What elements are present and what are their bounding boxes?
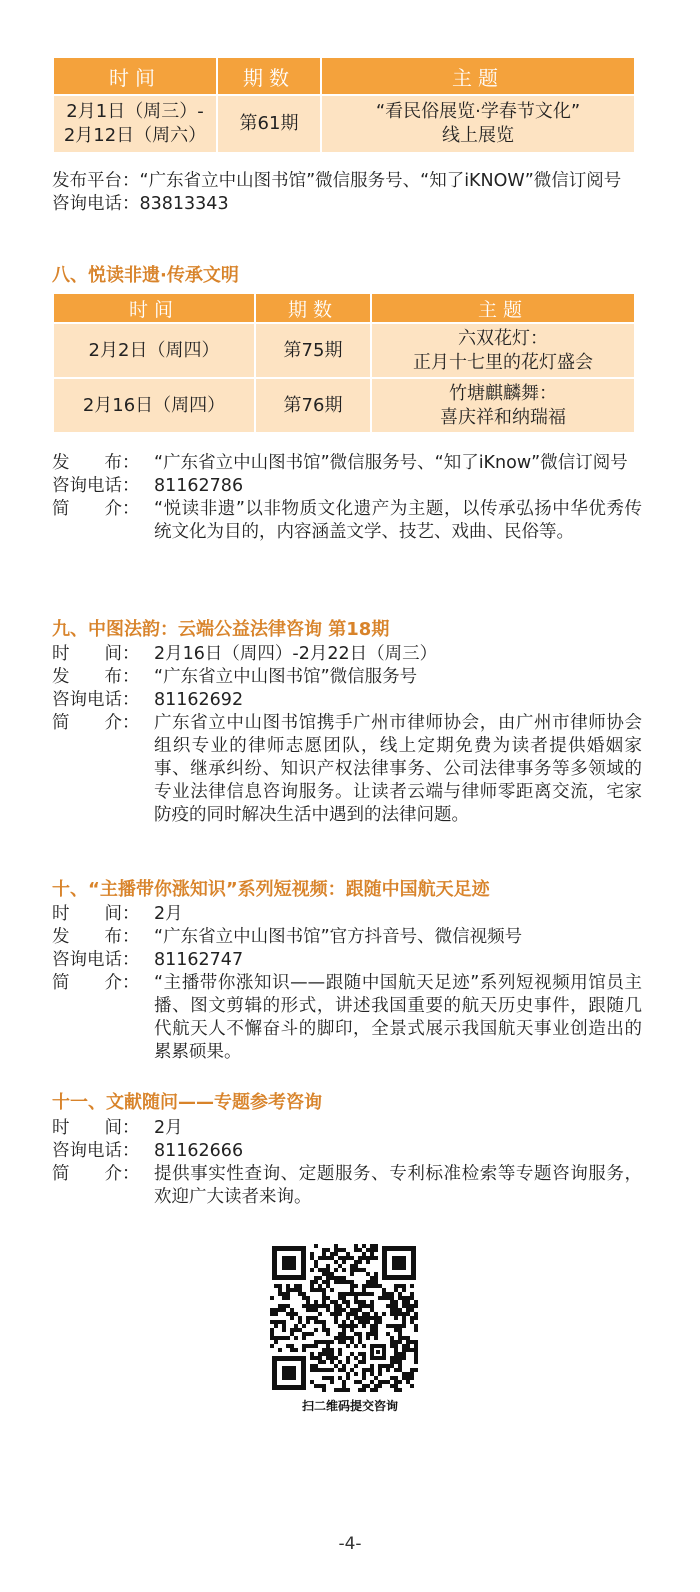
publish-row — [52, 926, 642, 949]
section11-info — [52, 1117, 642, 1209]
intro-label: 简 介： — [52, 499, 140, 519]
exhibition-table — [52, 56, 636, 154]
time-row — [52, 903, 642, 926]
table-header-row — [54, 58, 634, 94]
intro-value: “主播带你涨知识——跟随中国航天足迹”系列短视频用馆员主播、图文剪辑的形式，讲述我国重要的航天历史事件，跟随几代航天人不懈奋斗的脚印，全景式展示我国航天事业创造出的累累硕果。 — [154, 973, 642, 1062]
table-header-issue: 期数 — [218, 58, 320, 94]
phone-value: 81162786 — [154, 476, 244, 496]
phone-label: 咨询电话： — [52, 476, 140, 496]
publish-label: 发 布： — [52, 667, 140, 687]
publish-value: “广东省立中山图书馆”微信服务号 — [154, 667, 418, 687]
platform-line — [52, 170, 642, 193]
table-header-row — [54, 294, 634, 322]
time-value: 2月 — [154, 904, 183, 924]
intro-label: 简 介： — [52, 713, 140, 733]
table-cell-time: 2月2日（周四） — [54, 324, 254, 377]
intro-label: 简 介： — [52, 973, 140, 993]
phone-value: 81162692 — [154, 690, 244, 710]
section-title-10: 十、“主播带你涨知识”系列短视频：跟随中国航天足迹 — [52, 879, 490, 900]
table-cell-theme: 竹塘麒麟舞： 喜庆祥和纳瑞福 — [372, 379, 634, 432]
table-header-issue: 期数 — [256, 294, 370, 322]
time-row — [52, 643, 642, 666]
table-row — [54, 96, 634, 152]
time-row — [52, 1117, 642, 1140]
table-cell-time: 2月1日（周三）- 2月12日（周六） — [54, 96, 216, 152]
intro-row — [52, 712, 642, 827]
qr-caption: 扫二维码提交咨询 — [301, 1399, 398, 1413]
table-cell-theme: 六双花灯： 正月十七里的花灯盛会 — [372, 324, 634, 377]
publish-row — [52, 666, 642, 689]
phone-label: 咨询电话： — [52, 690, 140, 710]
platform-label: 发布平台： — [52, 171, 140, 191]
phone-value: 83813343 — [139, 194, 229, 214]
table-header-time: 时间 — [54, 294, 254, 322]
section10-info — [52, 903, 642, 1064]
section9-info — [52, 643, 642, 827]
phone-value: 81162747 — [154, 950, 244, 970]
phone-row — [52, 475, 642, 498]
intro-row — [52, 498, 642, 544]
table-row — [54, 324, 634, 377]
heritage-table — [52, 292, 636, 434]
platform-value: “广东省立中山图书馆”微信服务号、“知了iKNOW”微信订阅号 — [139, 171, 622, 191]
phone-label: 咨询电话： — [52, 194, 140, 214]
table-cell-issue: 第76期 — [256, 379, 370, 432]
phone-row — [52, 1140, 642, 1163]
publish-row — [52, 452, 642, 475]
table-row — [54, 379, 634, 432]
table-cell-theme: “看民俗展览·学春节文化” 线上展览 — [322, 96, 634, 152]
publish-value: “广东省立中山图书馆”官方抖音号、微信视频号 — [154, 927, 523, 947]
phone-line — [52, 193, 642, 216]
time-label: 时 间： — [52, 1118, 140, 1138]
intro-label: 简 介： — [52, 1164, 140, 1184]
phone-label: 咨询电话： — [52, 1141, 140, 1161]
section-title-11: 十一、文献随问——专题参考咨询 — [52, 1092, 322, 1113]
phone-value: 81162666 — [154, 1141, 244, 1161]
publish-value: “广东省立中山图书馆”微信服务号、“知了iKnow”微信订阅号 — [154, 453, 628, 473]
section-title-9: 九、中图法韵：云端公益法律咨询 第18期 — [52, 619, 390, 640]
phone-label: 咨询电话： — [52, 950, 140, 970]
intro-row — [52, 1163, 642, 1209]
phone-row — [52, 689, 642, 712]
table-header-time: 时间 — [54, 58, 216, 94]
publish-label: 发 布： — [52, 927, 140, 947]
intro-value: “悦读非遗”以非物质文化遗产为主题，以传承弘扬中华优秀传统文化为目的，内容涵盖文学、技艺、戏曲、民俗等。 — [154, 499, 642, 542]
table-cell-issue: 第61期 — [218, 96, 320, 152]
time-label: 时 间： — [52, 644, 140, 664]
table-header-theme: 主题 — [372, 294, 634, 322]
intro-row — [52, 972, 642, 1064]
page-number: -4- — [338, 1534, 362, 1554]
intro-value: 提供事实性查询、定题服务、专利标准检索等专题咨询服务，欢迎广大读者来询。 — [154, 1164, 642, 1207]
time-label: 时 间： — [52, 904, 140, 924]
table-header-theme: 主题 — [322, 58, 634, 94]
time-value: 2月16日（周四）-2月22日（周三） — [154, 644, 438, 664]
qr-code-icon — [270, 1244, 418, 1392]
table-cell-issue: 第75期 — [256, 324, 370, 377]
block7-info — [52, 170, 642, 216]
phone-row — [52, 949, 642, 972]
intro-value: 广东省立中山图书馆携手广州市律师协会，由广州市律师协会组织专业的律师志愿团队，线上定期免费为读者提供婚姻家事、继承纠纷、知识产权法律事务、公司法律事务等多领域的专业法律信息咨询服务。让读者云端与律师零距离交流，宅家防疫的同时解决生活中遇到的法律问题。 — [154, 713, 642, 825]
time-value: 2月 — [154, 1118, 183, 1138]
qr-code[interactable] — [270, 1244, 418, 1392]
section8-info — [52, 452, 642, 544]
table-cell-time: 2月16日（周四） — [54, 379, 254, 432]
section-title-8: 八、悦读非遗·传承文明 — [52, 265, 239, 286]
publish-label: 发 布： — [52, 453, 140, 473]
